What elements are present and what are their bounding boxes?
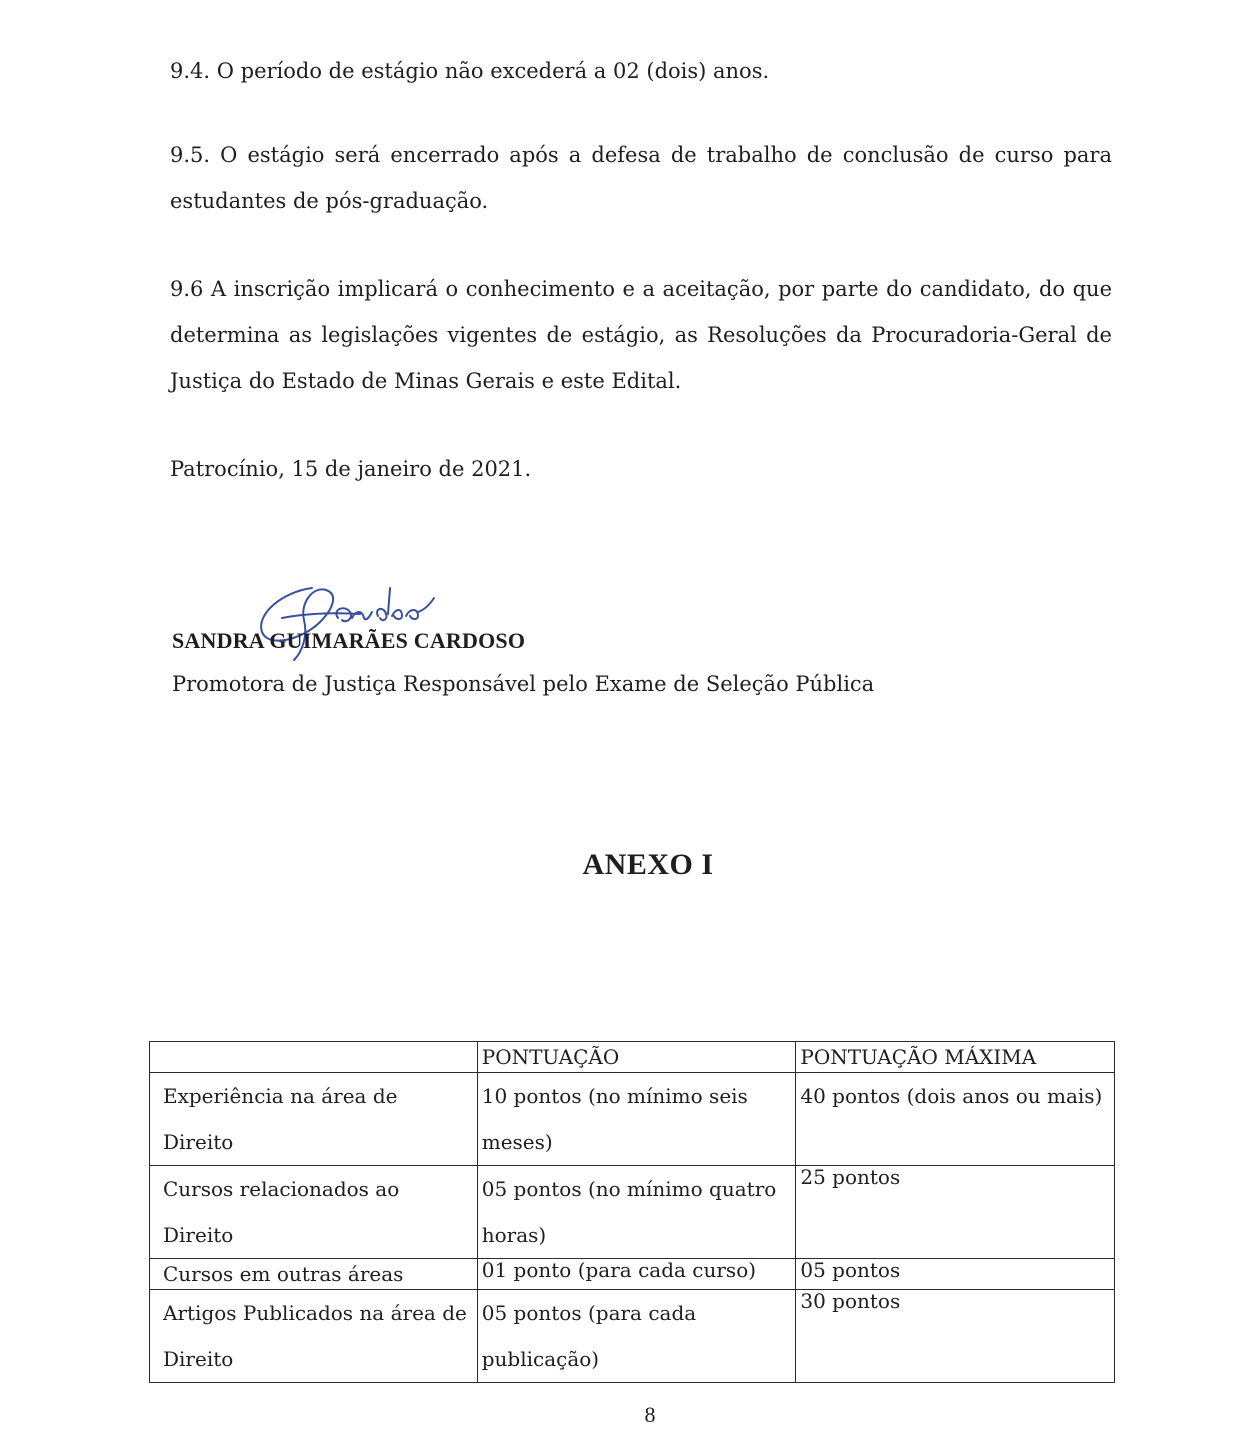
table-cell: 05 pontos (para cada publicação) xyxy=(477,1290,796,1383)
signer-name: SANDRA GUIMARÃES CARDOSO xyxy=(172,628,526,653)
paragraph-9-5: 9.5. O estágio será encerrado após a defesa de trabalho de conclusão de curso para estudantes de pós-graduação. xyxy=(170,143,1112,213)
table-cell: 40 pontos (dois anos ou mais) xyxy=(796,1073,1115,1166)
place-and-date: Patrocínio, 15 de janeiro de 2021. xyxy=(170,457,532,481)
page-number: 8 xyxy=(644,1402,656,1427)
table-cell: Artigos Publicados na área de Direito xyxy=(150,1290,478,1383)
table-cell: Cursos em outras áreas xyxy=(150,1259,478,1290)
table-cell: 10 pontos (no mínimo seis meses) xyxy=(477,1073,796,1166)
table-header-cell xyxy=(150,1042,478,1073)
table-header-cell: PONTUAÇÃO xyxy=(477,1042,796,1073)
table-row xyxy=(150,1166,1115,1259)
table-header-cell: PONTUAÇÃO MÁXIMA xyxy=(796,1042,1115,1073)
annex-title: ANEXO I xyxy=(582,848,714,881)
table-row xyxy=(150,1259,1115,1290)
table-row xyxy=(150,1290,1115,1383)
scoring-table xyxy=(149,1041,1115,1383)
table-cell: 25 pontos xyxy=(796,1166,1115,1259)
table-cell: Cursos relacionados ao Direito xyxy=(150,1166,478,1259)
paragraph-9-4: 9.4. O período de estágio não excederá a 02 (dois) anos. xyxy=(170,59,770,83)
table-cell: 30 pontos xyxy=(796,1290,1115,1383)
signature-block xyxy=(170,570,890,710)
table-cell: Experiência na área de Direito xyxy=(150,1073,478,1166)
table-row xyxy=(150,1073,1115,1166)
paragraph-9-6: 9.6 A inscrição implicará o conhecimento e a aceitação, por parte do candidato, do que determina as legislações vigentes de estágio, as Resoluções da Procuradoria-Geral de Justiça do Estado de Minas Gerais e este Edital. xyxy=(170,277,1112,393)
table-cell: 05 pontos xyxy=(796,1259,1115,1290)
signer-role: Promotora de Justiça Responsável pelo Exame de Seleção Pública xyxy=(172,672,875,696)
table-header-row xyxy=(150,1042,1115,1073)
table-cell: 01 ponto (para cada curso) xyxy=(477,1259,796,1290)
table-cell: 05 pontos (no mínimo quatro horas) xyxy=(477,1166,796,1259)
